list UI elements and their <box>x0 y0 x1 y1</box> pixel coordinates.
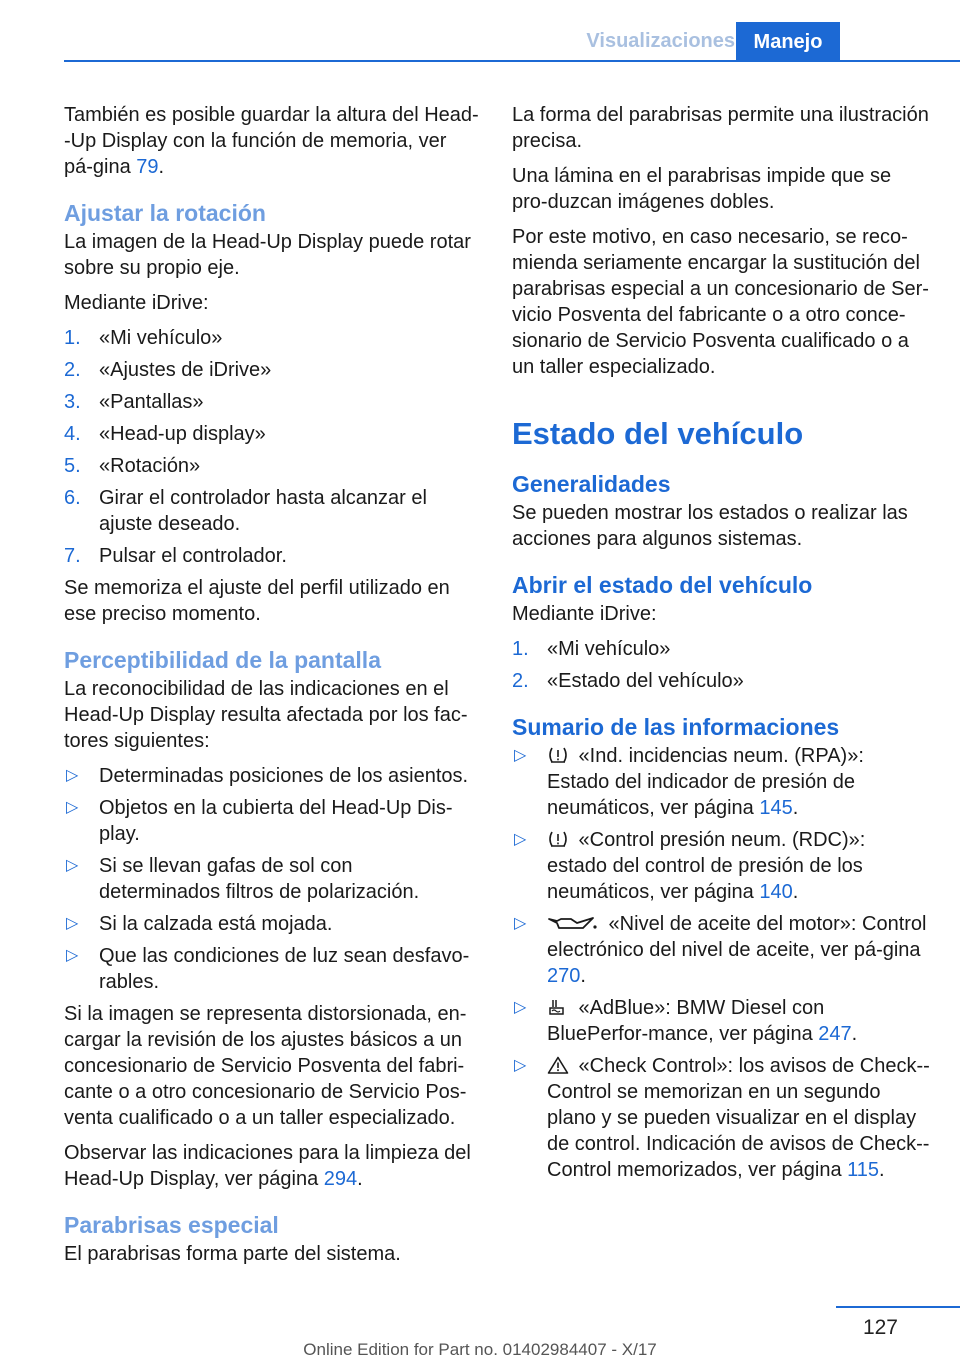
step-text: Pulsar el controlador. <box>99 545 287 567</box>
memory-paragraph: También es posible guardar la altura del Head--Up Display con la función de memoria, ver pá-gina 79. <box>64 104 479 178</box>
step-text: «Mi vehículo» <box>99 327 223 349</box>
step-number: 2. <box>512 670 529 692</box>
bullet-triangle-icon: ▷ <box>514 1057 527 1074</box>
list-item <box>64 453 479 479</box>
info-text: «Control presión neum. (RDC)»: estado del control de presión de los neumáticos, ver página <box>547 829 866 903</box>
page-header <box>0 0 960 64</box>
visibility-paragraph: La reconocibilidad de las indicaciones en el Head-Up Display resulta afectada por los fac-tores siguientes: <box>64 678 468 752</box>
bullet-triangle-icon: ▷ <box>66 947 79 964</box>
list-item <box>64 763 479 789</box>
heading-summary: Sumario de las informaciones <box>512 714 840 740</box>
info-list <box>512 743 930 1183</box>
header-rule <box>64 60 960 62</box>
list-item <box>64 325 479 351</box>
list-item <box>64 853 479 905</box>
step-number: 1. <box>64 327 81 349</box>
list-item <box>512 1053 930 1183</box>
list-item <box>512 636 930 662</box>
edition-footer: Online Edition for Part no. 01402984407 - X/17 <box>303 1340 657 1359</box>
heading-open-status: Abrir el estado del vehículo <box>512 572 813 598</box>
bullet-triangle-icon: ▷ <box>514 915 527 932</box>
bullet-triangle-icon: ▷ <box>66 799 79 816</box>
step-text: «Mi vehículo» <box>547 638 671 660</box>
adblue-icon <box>547 998 569 1016</box>
list-item <box>64 911 479 937</box>
right-column <box>512 102 930 1189</box>
step-text: «Head-up display» <box>99 423 266 445</box>
info-end: . <box>580 965 586 987</box>
heading-visibility: Perceptibilidad de la pantalla <box>64 647 381 673</box>
heading-windshield: Parabrisas especial <box>64 1212 279 1238</box>
idrive-label: Mediante iDrive: <box>64 292 209 314</box>
step-number: 4. <box>64 423 81 445</box>
memory-note: Se memoriza el ajuste del perfil utilizado en ese preciso momento. <box>64 577 450 625</box>
warning-triangle-icon <box>547 1056 569 1074</box>
tire-pressure-icon <box>547 746 569 764</box>
step-text: «Estado del vehículo» <box>547 670 744 692</box>
page-link-145[interactable]: 145 <box>759 797 793 819</box>
step-text: Girar el controlador hasta alcanzar el ajuste deseado. <box>99 487 427 535</box>
cleaning-text: Observar las indicaciones para la limpieza del Head-Up Display, ver página <box>64 1142 471 1190</box>
page-link-140[interactable]: 140 <box>759 881 793 903</box>
page-link-294[interactable]: 294 <box>323 1168 358 1190</box>
info-end: . <box>879 1159 885 1181</box>
heading-rotation: Ajustar la rotación <box>64 200 266 226</box>
list-item <box>64 389 479 415</box>
step-number: 3. <box>64 391 81 413</box>
bullet-triangle-icon: ▷ <box>514 831 527 848</box>
info-text: «Check Control»: los avisos de Check--Control se memorizan en un segundo plano y se pueden visualizar en el display de control. Indicación de avisos de Check--Control memorizados, ver página <box>547 1055 930 1181</box>
list-item <box>512 995 930 1047</box>
list-item <box>64 421 479 447</box>
memory-text: También es posible guardar la altura del Head--Up Display con la función de memoria, ver pá-gina <box>64 104 479 178</box>
visibility-factors <box>64 763 479 995</box>
list-item <box>64 795 479 847</box>
step-number: 5. <box>64 455 81 477</box>
factor-text: Que las condiciones de luz sean desfavo-rables. <box>99 945 470 993</box>
bullet-triangle-icon: ▷ <box>514 747 527 764</box>
left-column <box>64 102 479 1276</box>
list-item <box>64 485 479 537</box>
bullet-triangle-icon: ▷ <box>66 915 79 932</box>
windshield-paragraph: El parabrisas forma parte del sistema. <box>64 1243 401 1265</box>
idrive-label: Mediante iDrive: <box>512 603 657 625</box>
step-text: «Pantallas» <box>99 391 204 413</box>
list-item <box>512 911 930 989</box>
step-number: 7. <box>64 545 81 567</box>
bullet-triangle-icon: ▷ <box>66 857 79 874</box>
list-item <box>64 357 479 383</box>
list-item <box>512 668 930 694</box>
list-item <box>64 543 479 569</box>
rotation-steps <box>64 325 479 569</box>
shape-paragraph: La forma del parabrisas permite una ilustración precisa. <box>512 104 929 152</box>
factor-text: Si se llevan gafas de sol con determinados filtros de polarización. <box>99 855 420 903</box>
list-item <box>512 827 930 905</box>
tire-pressure-icon <box>547 830 569 848</box>
replace-paragraph: Por este motivo, en caso necesario, se reco-mienda seriamente encargar la sustitución del parabrisas especial a un concesionario de Ser-vicio Posventa del fabricante o a otro conce-sionario de Servicio Posventa cualificado o a un taller especializado. <box>512 226 929 378</box>
info-end: . <box>792 881 799 903</box>
info-end: . <box>792 797 799 819</box>
page-link-247[interactable]: 247 <box>818 1023 852 1045</box>
list-item <box>64 943 479 995</box>
footer-rule <box>836 1306 960 1308</box>
status-steps <box>512 636 930 694</box>
factor-text: Determinadas posiciones de los asientos. <box>99 765 469 787</box>
rotation-paragraph: La imagen de la Head-Up Display puede rotar sobre su propio eje. <box>64 231 471 279</box>
general-paragraph: Se pueden mostrar los estados o realizar las acciones para algunos sistemas. <box>512 502 908 550</box>
list-item <box>512 743 930 821</box>
heading-vehicle-status: Estado del vehículo <box>512 416 804 451</box>
info-text: «Nivel de aceite del motor»: Control electrónico del nivel de aceite, ver pá-gina <box>547 913 927 961</box>
bullet-triangle-icon: ▷ <box>66 767 79 784</box>
header-section-tab[interactable]: Visualizaciones <box>586 30 735 52</box>
page-link-270[interactable]: 270 <box>547 965 581 987</box>
film-paragraph: Una lámina en el parabrisas impide que se pro-duzcan imágenes dobles. <box>512 165 892 213</box>
page-link-115[interactable]: 115 <box>847 1159 880 1181</box>
cleaning-paragraph: Observar las indicaciones para la limpieza del Head-Up Display, ver página 294. <box>64 1142 471 1190</box>
page-number: 127 <box>862 1316 898 1339</box>
bullet-triangle-icon: ▷ <box>514 999 527 1016</box>
factor-text: Si la calzada está mojada. <box>99 913 333 935</box>
info-text: «Ind. incidencias neum. (RPA)»: Estado del indicador de presión de neumáticos, ver página <box>547 745 864 819</box>
step-number: 1. <box>512 638 529 660</box>
page-link-79[interactable]: 79 <box>136 156 159 178</box>
step-text: «Ajustes de iDrive» <box>99 359 272 381</box>
step-text: «Rotación» <box>99 455 201 477</box>
distorted-paragraph: Si la imagen se representa distorsionada, en-cargar la revisión de los ajustes básicos a un concesionario de Servicio Posventa del fabri-cante o a otro concesionario de Servicio Pos-venta cualificado o a un taller especializado. <box>64 1003 467 1129</box>
info-end: . <box>851 1023 858 1045</box>
factor-text: Objetos en la cubierta del Head-Up Dis-play. <box>99 797 453 845</box>
info-text: «AdBlue»: BMW Diesel con BluePerfor-mance, ver página <box>547 997 825 1045</box>
step-number: 2. <box>64 359 81 381</box>
header-chapter-tab[interactable]: Manejo <box>736 22 840 62</box>
heading-general: Generalidades <box>512 471 671 497</box>
oil-can-icon <box>547 914 599 932</box>
step-number: 6. <box>64 487 81 509</box>
